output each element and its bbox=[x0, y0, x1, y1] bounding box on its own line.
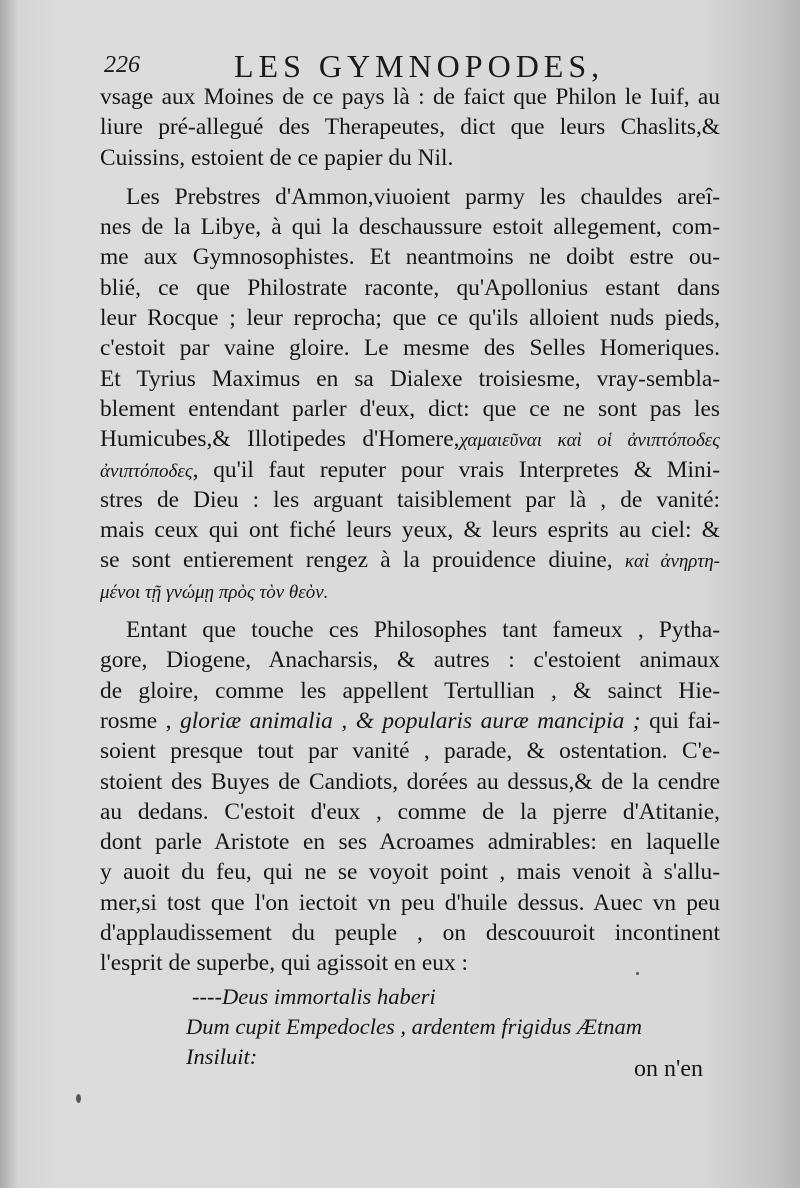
text-line: gore, Diogene, Anacharsis, & autres : c'estoient animaux bbox=[100, 647, 720, 674]
verse-line: Dum cupit Empedocles , ardentem frigidus Ætnam bbox=[186, 1013, 642, 1039]
text-segment: rosme , bbox=[100, 707, 172, 734]
text-line: leur Rocque ; leur reprocha; que ce qu'ils alloient nuds pieds, bbox=[100, 305, 720, 332]
text-line: nes de la Libye, à qui la deschaussure estoit allegement, com- bbox=[100, 214, 720, 241]
text-line: dont parle Aristote en ses Acroames admirables: en laquelle bbox=[100, 829, 720, 856]
greek-quotation: χαμαιεῦναι καὶ οἱ ἀνιπτόποδες bbox=[459, 430, 720, 452]
text-line: stoient des Buyes de Candiots, dorées au dessus,& de la cendre bbox=[100, 768, 720, 795]
text-segment: se sont entierement rengez à la prouidence diuine, bbox=[100, 547, 613, 574]
text-line: c'estoit par vaine gloire. Le mesme des Selles Homeriques. bbox=[100, 335, 720, 362]
text-line: Et Tyrius Maximus en sa Dialexe troisiesme, vray-sembla- bbox=[100, 365, 720, 392]
greek-quotation: μένοι τῇ γνώμῃ πρὸς τὸν θεὸν. bbox=[100, 581, 329, 603]
greek-quotation: ἀνιπτόποδες bbox=[100, 460, 193, 482]
text-segment: qui fai- bbox=[649, 707, 721, 734]
text-line: vsage aux Moines de ce pays là : de faict que Philon le Iuif, au bbox=[100, 84, 720, 110]
text-line: de gloire, comme les appellent Tertullian , & sainct Hie- bbox=[100, 677, 720, 704]
text-line: stres de Dieu : les arguant taisiblement par là , de vanité: bbox=[100, 486, 720, 513]
catchword: on n'en bbox=[634, 1056, 703, 1082]
text-line bbox=[100, 706, 720, 736]
verse-line: Insiluit: bbox=[186, 1044, 258, 1070]
text-line: blié, ce que Philostrate raconte, qu'Apollonius estant dans bbox=[100, 274, 720, 301]
text-segment: , qu'il faut reputer pour vrais Interpretes & Mini- bbox=[192, 456, 720, 483]
text-line: d'applaudissement du peuple , on descouuroit incontinent bbox=[100, 920, 720, 947]
paper-speck bbox=[76, 1094, 81, 1103]
text-segment: Humicubes,& Illotipedes d'Homere, bbox=[100, 426, 460, 453]
running-title: LES GYMNOPODES, bbox=[234, 48, 605, 84]
text-line bbox=[100, 576, 720, 606]
text-line: au dedans. C'estoit d'eux , comme de la pjerre d'Atitanie, bbox=[100, 798, 720, 825]
verse-line: ----Deus immortalis haberi bbox=[192, 983, 436, 1009]
text-line: mer,si tost que l'on iectoit vn peu d'huile dessus. Auec vn peu bbox=[100, 889, 720, 916]
text-line bbox=[100, 455, 720, 485]
text-line: Les Prebstres d'Ammon,viuoient parmy les chauldes areî- bbox=[126, 183, 720, 210]
text-line bbox=[100, 424, 720, 454]
text-line: Cuissins, estoient de ce papier du Nil. bbox=[100, 144, 454, 171]
page-number: 226 bbox=[104, 52, 140, 78]
text-line bbox=[100, 545, 720, 575]
latin-quotation: gloriæ animalia , & popularis auræ mancipia ; bbox=[180, 707, 641, 734]
page-header bbox=[100, 48, 710, 84]
text-line: soient presque tout par vanité , parade, & ostentation. C'e- bbox=[100, 738, 720, 765]
body-text bbox=[100, 82, 720, 1073]
greek-quotation: καὶ ἀνηρτη- bbox=[624, 551, 720, 573]
text-line: l'esprit de superbe, qui agissoit en eux : bbox=[100, 950, 468, 977]
text-line: liure pré-allegué des Therapeutes, dict que leurs Chaslits,& bbox=[100, 114, 720, 141]
paper-speck bbox=[636, 972, 639, 975]
text-line: me aux Gymnosophistes. Et neantmoins ne doibt estre ou- bbox=[100, 244, 720, 271]
text-line: Entant que touche ces Philosophes tant fameux , Pytha- bbox=[126, 617, 720, 644]
text-line: y auoit du feu, qui ne se voyoit point , mais venoit à s'allu- bbox=[100, 859, 720, 886]
text-line: blement entendant parler d'eux, dict: que ce ne sont pas les bbox=[100, 395, 720, 422]
text-line: mais ceux qui ont fiché leurs yeux, & leurs esprits au ciel: & bbox=[100, 517, 720, 544]
